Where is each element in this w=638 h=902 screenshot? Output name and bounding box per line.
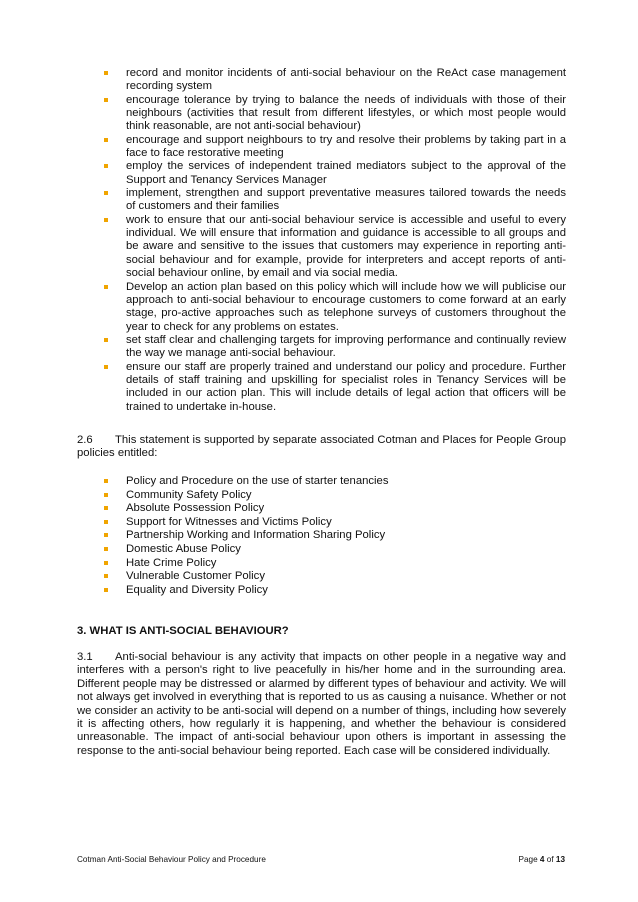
footer-page-number: Page 4 of 13	[518, 855, 565, 864]
bullet-square-icon	[104, 191, 108, 195]
bullet-square-icon	[104, 547, 108, 551]
commitments-bullet-list	[104, 67, 566, 414]
section-3-heading: 3. WHAT IS ANTI-SOCIAL BEHAVIOUR?	[77, 625, 289, 637]
list-item: Equality and Diversity Policy	[104, 584, 389, 598]
list-item: encourage tolerance by trying to balance the needs of individuals with those of their neighbours (activities that result from different lifestyles, or which most people would think reasonable, are not anti-social behaviour)	[104, 94, 566, 134]
bullet-square-icon	[104, 588, 108, 592]
footer-document-title: Cotman Anti-Social Behaviour Policy and Procedure	[77, 855, 266, 864]
bullet-square-icon	[104, 164, 108, 168]
bullet-square-icon	[104, 71, 108, 75]
section-number: 2.6	[77, 434, 93, 446]
list-item: Domestic Abuse Policy	[104, 543, 389, 557]
bullet-square-icon	[104, 520, 108, 524]
bullet-square-icon	[104, 533, 108, 537]
list-item: Support for Witnesses and Victims Policy	[104, 516, 389, 530]
bullet-square-icon	[104, 561, 108, 565]
bullet-square-icon	[104, 138, 108, 142]
section-number: 3.1	[77, 651, 93, 663]
paragraph-text: This statement is supported by separate associated Cotman and Places for People Group policies entitled:	[77, 434, 566, 460]
bullet-square-icon	[104, 218, 108, 222]
paragraph-3-1	[77, 651, 566, 758]
bullet-square-icon	[104, 338, 108, 342]
bullet-square-icon	[104, 365, 108, 369]
paragraph-2-6	[77, 434, 566, 461]
list-item: Partnership Working and Information Sharing Policy	[104, 529, 389, 543]
list-item: implement, strengthen and support preventative measures tailored towards the needs of customers and their families	[104, 187, 566, 214]
list-item: Vulnerable Customer Policy	[104, 570, 389, 584]
paragraph-text: Anti-social behaviour is any activity that impacts on other people in a negative way and interferes with a person's right to live peacefully in his/her home and in the surrounding area. Different people may be distressed or alarmed by different types of behaviour and activity. We will not always get involved in everything that is reported to us as causing a nuisance. Whether or not we consider an activity to be anti-social will depend on a number of things, including how severely it is affecting others, how regularly it is happening, and whether the behaviour is considered unreasonable. The impact of anti-social behaviour upon others is important in assessing the response to the anti-social behaviour being reported. Each case will be considered individually.	[77, 651, 566, 757]
list-item: Absolute Possession Policy	[104, 502, 389, 516]
list-item: Community Safety Policy	[104, 489, 389, 503]
list-item: Policy and Procedure on the use of starter tenancies	[104, 475, 389, 489]
list-item: work to ensure that our anti-social behaviour service is accessible and useful to every individual. We will ensure that information and guidance is accessible to all groups and be aware and sensitive to the issues that customers may experience in reporting anti-social behaviour and for example, provide for interpreters and accept reports of anti-social behaviour online, by email and via social media.	[104, 214, 566, 281]
bullet-square-icon	[104, 479, 108, 483]
list-item: employ the services of independent trained mediators subject to the approval of the Support and Tenancy Services Manager	[104, 160, 566, 187]
list-item: Develop an action plan based on this policy which will include how we will publicise our approach to anti-social behaviour to encourage customers to come forward at an early stage, pro-active approaches such as telephone surveys of customers throughout the year to check for any problems on estates.	[104, 281, 566, 334]
bullet-square-icon	[104, 574, 108, 578]
list-item: ensure our staff are properly trained and understand our policy and procedure. Further details of staff training and upskilling for specialist roles in Tenancy Services will be included in our action plan. This will include details of legal action that officers will be trained to undertake in-house.	[104, 361, 566, 414]
bullet-square-icon	[104, 98, 108, 102]
list-item: record and monitor incidents of anti-social behaviour on the ReAct case management recording system	[104, 67, 566, 94]
bullet-square-icon	[104, 506, 108, 510]
bullet-square-icon	[104, 493, 108, 497]
list-item: Hate Crime Policy	[104, 557, 389, 571]
list-item: encourage and support neighbours to try and resolve their problems by taking part in a face to face restorative meeting	[104, 134, 566, 161]
related-policies-list	[104, 475, 389, 597]
bullet-square-icon	[104, 285, 108, 289]
list-item: set staff clear and challenging targets for improving performance and continually review the way we manage anti-social behaviour.	[104, 334, 566, 361]
